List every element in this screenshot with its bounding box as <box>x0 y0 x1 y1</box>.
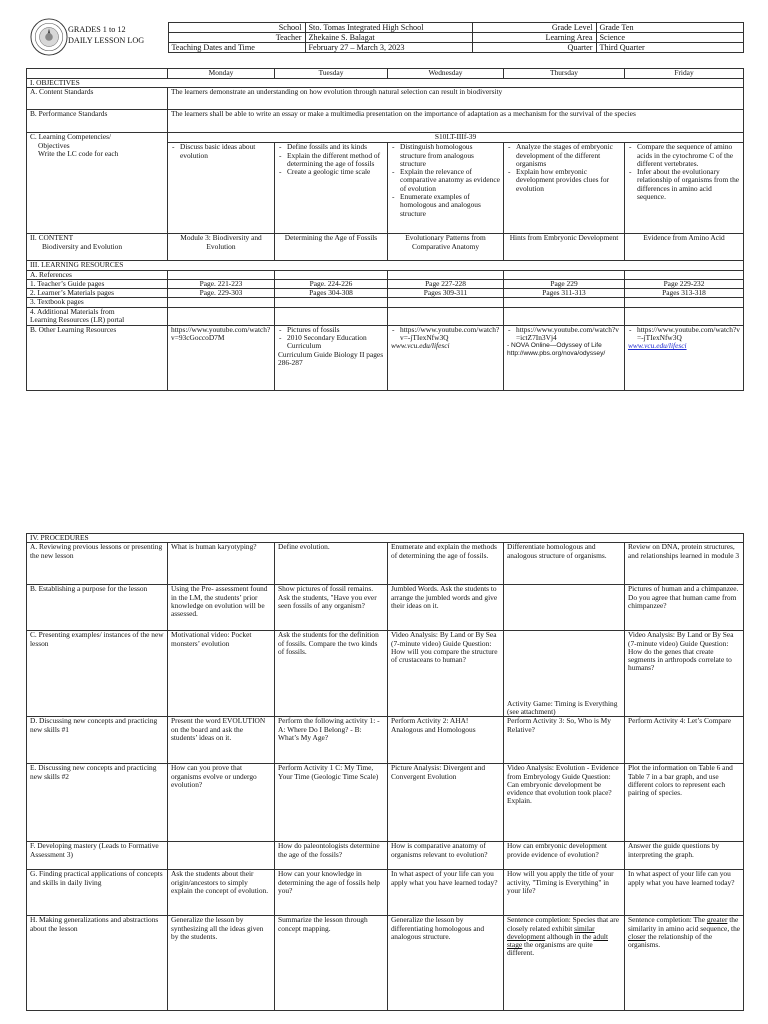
procedure-generalizations-friday <box>625 916 744 1011</box>
other-tuesday <box>275 325 388 390</box>
lm-label: 2. Learner’s Materials pages <box>27 289 168 298</box>
procedure-row-generalizations <box>27 916 744 1011</box>
procedure-concepts-2-friday: Plot the information on Table 6 and Table 7 in a bar graph, and use different colors to represent each pairing of species. <box>625 764 744 842</box>
bullet-item: - Pictures of fossils <box>287 326 384 334</box>
procedures-table <box>26 533 744 1011</box>
tg-wednesday: Page 227-228 <box>388 279 504 288</box>
procedure-row-mastery <box>27 842 744 870</box>
content-friday: Evidence from Amino Acid <box>625 234 744 261</box>
additional-label-line2: Learning Resources (LR) portal <box>30 314 125 324</box>
procedure-label-review: A. Reviewing previous lessons or presenting the new lesson <box>27 543 168 585</box>
tg-tuesday: Page. 224-226 <box>275 279 388 288</box>
sentence-part-u2: adult stage <box>507 931 609 950</box>
day-header-tuesday: Tuesday <box>275 69 388 79</box>
sentence-part-p1: Sentence completion: The <box>628 915 707 925</box>
procedure-concepts-1-tuesday: Perform the following activity 1: - A: Where Do I Belong? - B: What’s My Age? <box>275 717 388 764</box>
procedure-purpose-wednesday: Jumbled Words. Ask the students to arrange the jumbled words and give their ideas on it. <box>388 585 504 631</box>
procedure-row-examples <box>27 631 744 717</box>
sentence-part-p1: Sentence completion: Species that are closely related exhibit <box>507 915 620 933</box>
content-label-line1: II. CONTENT <box>30 233 74 243</box>
procedure-review-monday: What is human karyotyping? <box>168 543 275 585</box>
content-standards: The learners demonstrate an understanding on how evolution through natural selection can result in biodiversity <box>168 88 744 110</box>
procedure-mastery-monday <box>168 842 275 870</box>
procedure-mastery-wednesday: How is comparative anatomy of organisms relevant to evolution? <box>388 842 504 870</box>
competency-friday <box>625 143 744 234</box>
sentence-part-p2: the similarity in amino acid sequence, the <box>628 915 741 933</box>
procedure-review-tuesday: Define evolution. <box>275 543 388 585</box>
grade-value: Grade Ten <box>596 23 743 33</box>
area-value: Science <box>596 33 743 43</box>
procedure-examples-friday: Video Analysis: By Land or By Sea (7-minute video) Guide Question: How do the genes that create segments in arthropods correlate to humans? <box>625 631 744 717</box>
competencies-label-line3: Write the LC code for each <box>38 148 119 158</box>
other-monday <box>168 325 275 390</box>
procedure-label-purpose: B. Establishing a purpose for the lesson <box>27 585 168 631</box>
additional-label <box>27 307 168 325</box>
school-label: School <box>168 23 305 33</box>
lm-wednesday: Pages 309-311 <box>388 289 504 298</box>
procedure-mastery-friday: Answer the guide questions by interpreting the graph. <box>625 842 744 870</box>
title-line1: GRADES 1 to 12 <box>68 24 126 34</box>
procedure-review-wednesday: Enumerate and explain the methods of determining the age of fossils. <box>388 543 504 585</box>
resources-heading: III. LEARNING RESOURCES <box>27 261 744 270</box>
competency-wednesday <box>388 143 504 234</box>
procedure-purpose-thursday <box>504 585 625 631</box>
procedure-label-mastery: F. Developing mastery (Leads to Formative Assessment 3) <box>27 842 168 870</box>
objectives-heading: I. OBJECTIVES <box>27 79 744 88</box>
procedure-examples-monday: Motivational video: Pocket monsters’ evolution <box>168 631 275 717</box>
procedure-label-concepts-2: E. Discussing new concepts and practicing new skills #2 <box>27 764 168 842</box>
sentence-part-u1: similar development <box>507 923 595 941</box>
bullet-item: - Explain the different method of determining the age of fossils <box>287 152 384 169</box>
vcu-link-friday[interactable]: www.vcu.edu/lifesci <box>628 341 687 351</box>
procedure-examples-tuesday: Ask the students for the definition of fossils. Compare the two kinds of fossils. <box>275 631 388 717</box>
procedure-examples-wednesday: Video Analysis: By Land or By Sea (7-minute video) Guide Question: How will you compare the structure of crustaceans to human? <box>388 631 504 717</box>
procedure-applications-tuesday: How can your knowledge in determining the age of fossils help you? <box>275 870 388 916</box>
vcu-link-wednesday[interactable]: www.vcu.edu/lifesci <box>391 341 450 351</box>
bullet-item: - Infer about the evolutionary relationship of organisms from the differences in amino acid sequence. <box>637 168 740 201</box>
sentence-part-p3: the relationship of the organisms. <box>628 931 713 950</box>
content-monday: Module 3: Biodiversity and Evolution <box>168 234 275 261</box>
procedure-row-review <box>27 543 744 585</box>
other-wednesday <box>388 325 504 390</box>
header-table <box>26 22 744 53</box>
lm-tuesday: Pages 304-308 <box>275 289 388 298</box>
bullet-item: - Analyze the stages of embryonic development of the different organisms <box>516 143 621 168</box>
procedure-row-concepts-2 <box>27 764 744 842</box>
day-header-monday: Monday <box>168 69 275 79</box>
competency-tuesday <box>275 143 388 234</box>
procedure-mastery-tuesday: How do paleontologists determine the age of the fossils? <box>275 842 388 870</box>
additional-label-line1: 4. Additional Materials from <box>30 307 115 316</box>
bullet-item: - Discuss basic ideas about evolution <box>180 143 271 160</box>
bullet-item: - Distinguish homologous structure from analogous structure <box>400 143 500 168</box>
procedure-generalizations-thursday <box>504 916 625 1011</box>
bullet-item: - Explain how embryonic development provides clues for evolution <box>516 168 621 193</box>
school-value: Sto. Tomas Integrated High School <box>305 23 472 33</box>
procedure-purpose-friday: Pictures of human and a chimpanzee. Do you agree that human came from chimpanzee? <box>625 585 744 631</box>
competency-thursday <box>504 143 625 234</box>
grade-label: Grade Level <box>472 23 596 33</box>
title-block <box>26 23 168 53</box>
procedure-review-friday: Review on DNA, protein structures, and relationships learned in module 3 <box>625 543 744 585</box>
nova-online-ref: - NOVA Online—Odyssey of Life <box>507 342 602 350</box>
competencies-label <box>27 133 168 234</box>
objectives-table <box>26 68 744 391</box>
lm-thursday: Pages 311-313 <box>504 289 625 298</box>
procedure-row-concepts-1 <box>27 717 744 764</box>
sentence-part-u2: closer <box>628 931 646 941</box>
competencies-label-line1: C. Learning Competencies/ <box>30 132 112 142</box>
tg-friday: Page 229-232 <box>625 279 744 288</box>
references-label: A. References <box>27 270 168 279</box>
pbs-nova-link[interactable]: http://www.pbs.org/nova/odyssey/ <box>507 349 606 357</box>
bullet-item: - Create a geologic time scale <box>287 168 384 176</box>
procedure-concepts-2-tuesday: Perform Activity 1 C: My Time, Your Time (Geologic Time Scale) <box>275 764 388 842</box>
bullet-item: - 2010 Secondary Education Curriculum <box>287 334 384 351</box>
procedure-concepts-2-monday: How can you prove that organisms evolve or undergo evolution? <box>168 764 275 842</box>
procedure-concepts-2-wednesday: Picture Analysis: Divergent and Convergent Evolution <box>388 764 504 842</box>
sentence-part-u1: greater <box>706 915 728 925</box>
performance-standards-label: B. Performance Standards <box>27 110 168 133</box>
procedure-purpose-monday: Using the Pre- assessment found in the LM, the students’ prior knowledge on evolution will be assessed. <box>168 585 275 631</box>
textbook-label: 3. Textbook pages <box>27 298 168 307</box>
procedure-generalizations-tuesday: Summarize the lesson through concept mapping. <box>275 916 388 1011</box>
bullet-item: - Enumerate examples of homologous and analogous structure <box>400 193 500 218</box>
procedure-generalizations-wednesday: Generalize the lesson by differentiating homologous and analogous structure. <box>388 916 504 1011</box>
day-header-thursday: Thursday <box>504 69 625 79</box>
lm-friday: Pages 313-318 <box>625 289 744 298</box>
bullet-item: - Compare the sequence of amino acids in the cytochrome C of the different vertebrates. <box>637 143 740 168</box>
content-label <box>27 234 168 261</box>
procedure-mastery-thursday: How can embryonic development provide evidence of evolution? <box>504 842 625 870</box>
procedure-applications-monday: Ask the students about their origin/ancestors to simply explain the concept of evolution. <box>168 870 275 916</box>
quarter-label: Quarter <box>472 43 596 53</box>
procedure-concepts-2-thursday: Video Analysis: Evolution - Evidence from Embryology Guide Question: Can embryonic development be evidence that evolution took place? Explain. <box>504 764 625 842</box>
competency-monday <box>168 143 275 234</box>
other-resources-label: B. Other Learning Resources <box>27 325 168 390</box>
procedure-examples-thursday: Activity Game: Timing is Everything (see attachment) <box>504 631 625 717</box>
procedure-concepts-1-friday: Perform Activity 4: Let’s Compare <box>625 717 744 764</box>
youtube-link-friday[interactable]: https://www.youtube.com/watch?v=-jTIexNfw3Q <box>637 325 740 342</box>
content-label-line2: Biodiversity and Evolution <box>42 241 123 251</box>
procedure-row-purpose <box>27 585 744 631</box>
competencies-label-line2: Objectives <box>38 140 70 150</box>
procedure-applications-friday: In what aspect of your life can you apply what you have learned today? <box>625 870 744 916</box>
procedure-applications-wednesday: In what aspect of your life can you apply what you have learned today? <box>388 870 504 916</box>
procedure-review-thursday: Differentiate homologous and analogous structure of organisms. <box>504 543 625 585</box>
bullet-item: - Explain the relevance of comparative anatomy as evidence of evolution <box>400 168 500 193</box>
dates-label: Teaching Dates and Time <box>168 43 305 53</box>
content-standards-label: A. Content Standards <box>27 88 168 110</box>
other-thursday <box>504 325 625 390</box>
dates-value: February 27 – March 3, 2023 <box>305 43 472 53</box>
procedure-concepts-1-wednesday: Perform Activity 2: AHA! Analogous and Homologous <box>388 717 504 764</box>
lm-monday: Page. 229-303 <box>168 289 275 298</box>
tg-label: 1. Teacher’s Guide pages <box>27 279 168 288</box>
other-friday <box>625 325 744 390</box>
procedure-row-applications <box>27 870 744 916</box>
youtube-link-thursday[interactable]: https://www.youtube.com/watch?v=ictZ7In3Vj4 <box>516 325 619 342</box>
procedure-concepts-1-thursday: Perform Activity 3: So, Who is My Relative? <box>504 717 625 764</box>
youtube-link-wednesday[interactable]: https://www.youtube.com/watch?v=-jTIexNfw3Q <box>400 325 500 342</box>
teacher-value: Zhekaine S. Balagat <box>305 33 472 43</box>
curriculum-guide-ref: Curriculum Guide Biology II pages 286-287 <box>278 349 384 367</box>
performance-standards: The learners shall be able to write an essay or make a multimedia presentation on the importance of adaptation as a mechanism for the survival of the species <box>168 110 744 133</box>
content-thursday: Hints from Embryonic Development <box>504 234 625 261</box>
procedure-concepts-1-monday: Present the word EVOLUTION on the board and ask the students’ ideas on it. <box>168 717 275 764</box>
sentence-part-p2: although in the <box>545 931 594 941</box>
procedure-label-examples: C. Presenting examples/ instances of the new lesson <box>27 631 168 717</box>
procedure-label-generalizations: H. Making generalizations and abstractions about the lesson <box>27 916 168 1011</box>
bullet-item: - Define fossils and its kinds <box>287 143 384 151</box>
youtube-link-monday[interactable]: https://www.youtube.com/watch?v=93cGoccoD7M <box>171 325 271 342</box>
procedure-label-applications: G. Finding practical applications of concepts and skills in daily living <box>27 870 168 916</box>
procedure-label-concepts-1: D. Discussing new concepts and practicing new skills #1 <box>27 717 168 764</box>
quarter-value: Third Quarter <box>596 43 743 53</box>
content-wednesday: Evolutionary Patterns from Comparative Anatomy <box>388 234 504 261</box>
title-line2: DAILY LESSON LOG <box>68 35 145 45</box>
tg-monday: Page. 221-223 <box>168 279 275 288</box>
sentence-part-p3: the organisms are quite different. <box>507 940 593 958</box>
lc-code: S10LT-IIIf-39 <box>168 133 744 143</box>
procedure-applications-thursday: How will you apply the title of your activity, "Timing is Everything" in your life? <box>504 870 625 916</box>
day-header-friday: Friday <box>625 69 744 79</box>
area-label: Learning Area <box>472 33 596 43</box>
procedure-generalizations-monday: Generalize the lesson by synthesizing all the ideas given by the students. <box>168 916 275 1011</box>
teacher-label: Teacher <box>168 33 305 43</box>
tg-thursday: Page 229 <box>504 279 625 288</box>
procedures-heading: IV. PROCEDURES <box>27 534 744 543</box>
day-header-wednesday: Wednesday <box>388 69 504 79</box>
procedure-purpose-tuesday: Show pictures of fossil remains. Ask the students, "Have you ever seen fossils of any organism? <box>275 585 388 631</box>
content-tuesday: Determining the Age of Fossils <box>275 234 388 261</box>
